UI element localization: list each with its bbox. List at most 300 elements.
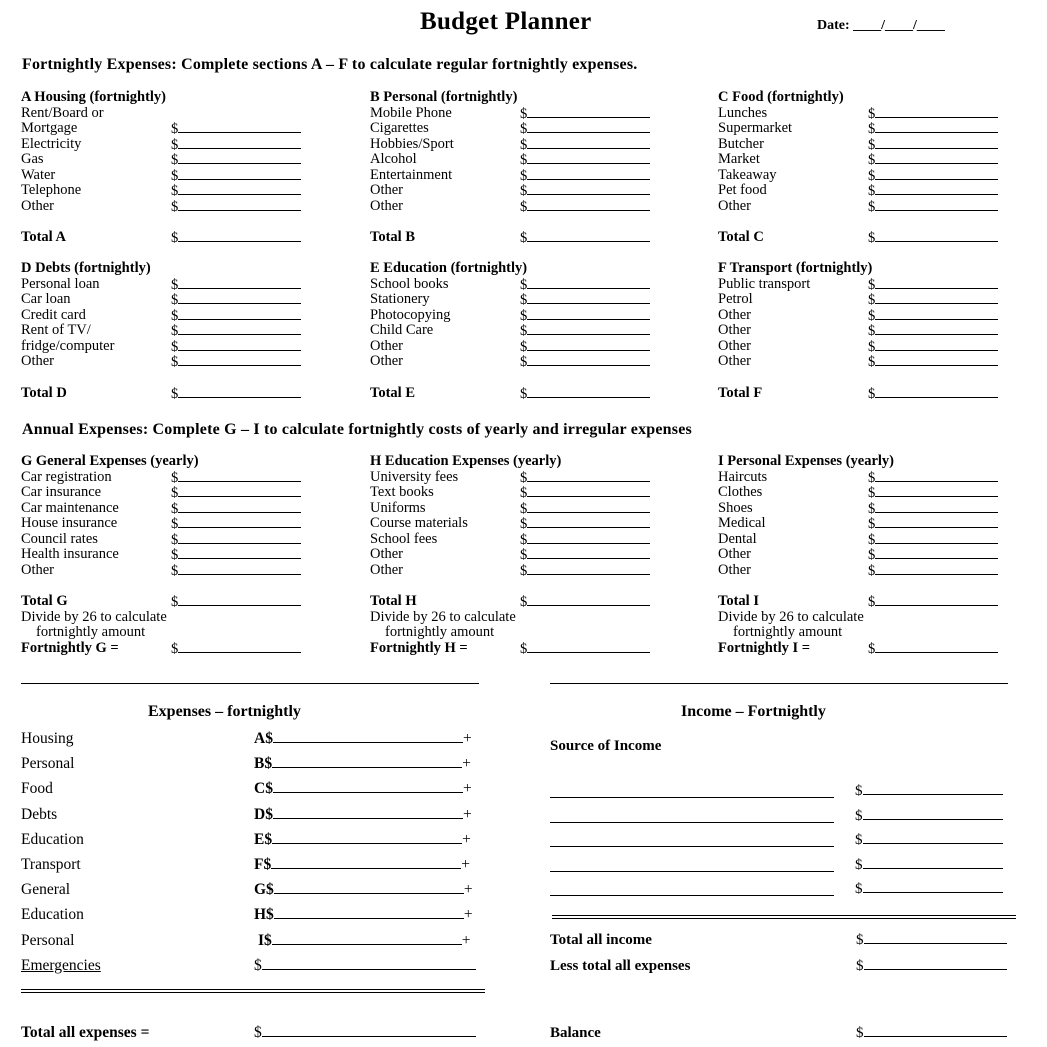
- amount-blank[interactable]: [875, 386, 998, 398]
- expense-amount-field[interactable]: [171, 292, 301, 309]
- amount-blank[interactable]: [875, 339, 998, 351]
- amount-blank[interactable]: [178, 354, 301, 366]
- amount-blank[interactable]: [527, 563, 650, 575]
- currency-sign: $: [171, 594, 179, 610]
- expense-amount-field[interactable]: [868, 563, 998, 580]
- amount-blank[interactable]: [875, 137, 998, 149]
- fortnightly-amount-field[interactable]: [520, 641, 650, 658]
- expense-amount-field[interactable]: [171, 152, 301, 169]
- amount-blank[interactable]: [527, 485, 650, 497]
- expense-amount-field[interactable]: [171, 547, 301, 564]
- amount-blank[interactable]: [875, 183, 998, 195]
- date-field[interactable]: Date: ____/____/____: [817, 18, 945, 33]
- amount-blank[interactable]: [273, 731, 463, 743]
- expense-label: Telephone: [21, 182, 82, 198]
- expense-amount-field[interactable]: [520, 183, 650, 200]
- expense-amount-field[interactable]: [868, 485, 998, 502]
- expense-amount-field[interactable]: [868, 121, 998, 138]
- expense-row: [370, 501, 670, 517]
- currency-sign: $: [520, 105, 528, 122]
- amount-blank[interactable]: [875, 516, 998, 528]
- amount-blank[interactable]: [863, 832, 1003, 844]
- expense-label: Pet food: [718, 182, 767, 198]
- less-expenses-label: Less total all expenses: [550, 958, 691, 974]
- plus-sign: +: [461, 931, 471, 949]
- section-heading: E Education (fortnightly): [370, 260, 528, 276]
- expense-amount-field[interactable]: [868, 137, 998, 154]
- expense-label: University fees: [370, 468, 459, 485]
- total-amount-field[interactable]: [520, 230, 650, 247]
- expense-amount-field[interactable]: [520, 277, 650, 294]
- expense-label: Other: [718, 337, 752, 354]
- expense-amount-field[interactable]: [171, 563, 301, 580]
- amount-blank[interactable]: [875, 641, 998, 653]
- expense-label: Car loan: [21, 291, 71, 307]
- amount-blank[interactable]: [274, 882, 464, 894]
- amount-blank[interactable]: [178, 137, 301, 149]
- total-expenses-field[interactable]: $: [254, 1024, 476, 1042]
- currency-sign: $: [520, 276, 528, 293]
- amount-blank[interactable]: [527, 183, 650, 195]
- divide-note: fortnightly amount: [733, 624, 843, 640]
- currency-sign: $: [868, 485, 876, 501]
- currency-sign: $: [520, 385, 528, 402]
- expense-amount-field[interactable]: [520, 339, 650, 356]
- expense-amount-field[interactable]: [868, 532, 998, 549]
- expense-amount-field[interactable]: [171, 354, 301, 371]
- spacer: [21, 370, 321, 386]
- expense-row: [370, 277, 670, 293]
- plus-sign: +: [462, 755, 471, 773]
- annual-instructions: Annual Expenses: Complete G – I to calculate fortnightly costs of yearly and irregular expenses: [22, 421, 692, 438]
- expense-amount-field[interactable]: [868, 354, 998, 371]
- amount-blank[interactable]: [875, 563, 998, 575]
- expense-amount-field[interactable]: [868, 152, 998, 169]
- amount-blank[interactable]: [875, 485, 998, 497]
- expense-amount-field[interactable]: [868, 277, 998, 294]
- amount-blank[interactable]: [178, 183, 301, 195]
- amount-blank[interactable]: [875, 547, 998, 559]
- total-amount-field[interactable]: [520, 594, 650, 611]
- expense-label: Alcohol: [370, 151, 417, 167]
- amount-blank[interactable]: [273, 781, 463, 793]
- expense-amount-field[interactable]: [520, 106, 650, 123]
- income-double-rule: [552, 915, 1016, 919]
- amount-blank[interactable]: [875, 594, 998, 606]
- amount-blank[interactable]: [875, 323, 998, 335]
- expense-amount-field[interactable]: [868, 199, 998, 216]
- spacer: [370, 370, 670, 386]
- amount-blank[interactable]: [527, 516, 650, 528]
- amount-blank[interactable]: [863, 783, 1003, 795]
- total-row: [718, 230, 1018, 246]
- amount-blank[interactable]: [527, 106, 650, 118]
- amount-blank[interactable]: [875, 230, 998, 242]
- total-row: [718, 386, 1018, 402]
- summary-amount-field[interactable]: [254, 730, 472, 748]
- expense-row: [718, 121, 1018, 137]
- amount-blank[interactable]: [527, 594, 650, 606]
- expense-row: [370, 199, 670, 215]
- currency-sign: $: [868, 230, 876, 246]
- currency-sign: $: [520, 469, 528, 486]
- amount-blank[interactable]: [271, 857, 461, 869]
- expense-amount-field[interactable]: [868, 183, 998, 200]
- amount-blank[interactable]: [875, 532, 998, 544]
- expense-row: [370, 121, 670, 137]
- amount-blank[interactable]: [272, 832, 462, 844]
- expense-row: [21, 152, 321, 168]
- expense-amount-field[interactable]: [171, 516, 301, 533]
- expense-row: [21, 277, 321, 293]
- expense-amount-field[interactable]: [171, 532, 301, 549]
- expense-row: [718, 516, 1018, 532]
- emergencies-amount-field[interactable]: [254, 957, 476, 975]
- expense-amount-field[interactable]: [171, 121, 301, 138]
- income-source-line[interactable]: [550, 797, 834, 798]
- amount-blank[interactable]: [875, 199, 998, 211]
- expense-amount-field[interactable]: [171, 308, 301, 325]
- amount-blank[interactable]: [875, 106, 998, 118]
- expense-amount-field[interactable]: [171, 183, 301, 200]
- section-personal: [370, 90, 670, 246]
- amount-blank[interactable]: [178, 501, 301, 513]
- income-source-line[interactable]: [550, 822, 834, 823]
- expense-amount-field[interactable]: [520, 168, 650, 185]
- amount-blank[interactable]: [527, 470, 650, 482]
- amount-blank[interactable]: [527, 121, 650, 133]
- expense-row: [718, 501, 1018, 517]
- divide-note: Divide by 26 to calculate: [21, 608, 167, 625]
- amount-blank[interactable]: [178, 277, 301, 289]
- expense-label: Other: [718, 546, 752, 562]
- total-amount-field[interactable]: [171, 594, 301, 611]
- divider-right: [550, 683, 1008, 684]
- expense-amount-field[interactable]: [868, 547, 998, 564]
- total-row: [21, 230, 321, 246]
- summary-code: G$: [254, 881, 274, 899]
- income-amount-field[interactable]: [855, 857, 1003, 874]
- expense-amount-field[interactable]: [520, 323, 650, 340]
- expense-amount-field[interactable]: [520, 563, 650, 580]
- amount-blank[interactable]: [178, 563, 301, 575]
- amount-blank[interactable]: [178, 532, 301, 544]
- expense-amount-field[interactable]: [171, 339, 301, 356]
- expense-amount-field[interactable]: [868, 292, 998, 309]
- expense-row: [718, 277, 1018, 293]
- currency-sign: $: [520, 136, 528, 153]
- total-amount-field[interactable]: [520, 386, 650, 403]
- total-amount-field[interactable]: [868, 386, 998, 403]
- expense-label: Other: [370, 182, 404, 198]
- expense-amount-field[interactable]: [520, 137, 650, 154]
- amount-blank[interactable]: [178, 485, 301, 497]
- summary-amount-field[interactable]: [254, 906, 473, 924]
- expense-label: Cigarettes: [370, 120, 429, 136]
- amount-blank[interactable]: [527, 501, 650, 513]
- amount-blank[interactable]: [273, 807, 463, 819]
- summary-amount-field[interactable]: [254, 780, 472, 798]
- section-heading: B Personal (fortnightly): [370, 89, 518, 105]
- currency-sign: $: [171, 516, 179, 532]
- expense-amount-field[interactable]: [520, 516, 650, 533]
- expense-amount-field[interactable]: [171, 277, 301, 294]
- expense-amount-field[interactable]: [868, 168, 998, 185]
- summary-row: [21, 856, 491, 881]
- amount-blank[interactable]: [875, 292, 998, 304]
- amount-blank[interactable]: [875, 470, 998, 482]
- amount-blank[interactable]: [527, 641, 650, 653]
- expense-row: [718, 152, 1018, 168]
- amount-blank[interactable]: [527, 230, 650, 242]
- expense-amount-field[interactable]: [171, 137, 301, 154]
- expense-label: Other: [718, 322, 752, 338]
- amount-blank[interactable]: [527, 137, 650, 149]
- expense-amount-field[interactable]: [520, 152, 650, 169]
- divider-left: [21, 683, 479, 684]
- section-heading: H Education Expenses (yearly): [370, 453, 562, 469]
- expense-amount-field[interactable]: [868, 516, 998, 533]
- summary-amount-field[interactable]: [254, 831, 471, 849]
- amount-blank[interactable]: [527, 199, 650, 211]
- amount-blank[interactable]: [178, 594, 301, 606]
- expense-amount-field[interactable]: [520, 292, 650, 309]
- expense-amount-field[interactable]: [868, 501, 998, 518]
- section-debts: [21, 261, 321, 401]
- expense-label: Lunches: [718, 104, 768, 121]
- plus-sign: +: [463, 906, 473, 924]
- amount-blank[interactable]: [527, 532, 650, 544]
- expense-label: Entertainment: [370, 166, 453, 183]
- amount-blank[interactable]: [178, 547, 301, 559]
- amount-blank[interactable]: [527, 292, 650, 304]
- income-source-line[interactable]: [550, 871, 834, 872]
- expense-row: [370, 470, 670, 486]
- expense-row: [21, 199, 321, 215]
- currency-sign: $: [868, 307, 876, 324]
- expense-label: fridge/computer: [21, 337, 115, 354]
- amount-blank[interactable]: [527, 277, 650, 289]
- expense-amount-field[interactable]: [868, 106, 998, 123]
- fortnightly-label: Fortnightly G =: [21, 639, 119, 656]
- currency-sign: $: [855, 832, 863, 849]
- fortnightly-amount-field[interactable]: [171, 641, 301, 658]
- expense-label: Text books: [370, 484, 434, 500]
- summary-amount-field[interactable]: [254, 881, 473, 899]
- amount-blank[interactable]: [875, 501, 998, 513]
- expense-amount-field[interactable]: [868, 308, 998, 325]
- summary-label: Personal: [21, 931, 75, 949]
- summary-label: Transport: [21, 855, 81, 873]
- total-row: [370, 594, 670, 610]
- expense-row: [21, 323, 321, 339]
- currency-sign: $: [868, 562, 876, 579]
- expense-amount-field[interactable]: [520, 470, 650, 487]
- total-row: [21, 386, 321, 402]
- page-title: Budget Planner: [420, 8, 592, 35]
- source-of-income-label: Source of Income: [550, 738, 662, 754]
- total-label: Total G: [21, 593, 68, 609]
- expense-row: [370, 485, 670, 501]
- expense-row: [370, 563, 670, 579]
- expense-label: Health insurance: [21, 546, 119, 562]
- amount-blank[interactable]: [178, 121, 301, 133]
- currency-sign: $: [868, 167, 876, 184]
- amount-blank[interactable]: [527, 152, 650, 164]
- amount-blank[interactable]: [178, 641, 301, 653]
- amount-blank[interactable]: [527, 354, 650, 366]
- fortnightly-row: [21, 641, 321, 657]
- income-amount-field[interactable]: [855, 881, 1003, 898]
- expense-amount-field[interactable]: [520, 308, 650, 325]
- expense-row: [718, 137, 1018, 153]
- amount-blank[interactable]: [527, 168, 650, 180]
- expense-row: [718, 563, 1018, 579]
- expense-label: Child Care: [370, 322, 434, 338]
- currency-sign: $: [868, 183, 876, 199]
- total-amount-field[interactable]: [171, 386, 301, 403]
- amount-blank[interactable]: [875, 121, 998, 133]
- amount-blank[interactable]: [875, 308, 998, 320]
- summary-label: Debts: [21, 805, 58, 823]
- amount-blank[interactable]: [272, 756, 462, 768]
- expense-label: Stationery: [370, 291, 430, 307]
- total-amount-field[interactable]: [868, 594, 998, 611]
- expense-label: Dental: [718, 530, 757, 547]
- amount-blank[interactable]: [178, 339, 301, 351]
- amount-blank[interactable]: [875, 168, 998, 180]
- currency-sign: $: [855, 783, 863, 799]
- expense-amount-field[interactable]: [171, 199, 301, 216]
- summary-amount-field[interactable]: [254, 806, 472, 824]
- less-expenses-field[interactable]: $: [856, 958, 1007, 975]
- expense-amount-field[interactable]: [520, 485, 650, 502]
- expense-label: Car insurance: [21, 484, 102, 500]
- currency-sign: $: [868, 292, 876, 308]
- total-amount-field[interactable]: [868, 230, 998, 247]
- summary-amount-field[interactable]: [258, 932, 471, 950]
- amount-blank[interactable]: [178, 168, 301, 180]
- amount-blank[interactable]: [178, 152, 301, 164]
- amount-blank[interactable]: [527, 308, 650, 320]
- expense-amount-field[interactable]: [520, 501, 650, 518]
- expense-amount-field[interactable]: [520, 199, 650, 216]
- amount-blank[interactable]: [875, 277, 998, 289]
- summary-code: D$: [254, 805, 273, 823]
- income-source-line[interactable]: [550, 846, 834, 847]
- summary-code: E$: [254, 830, 273, 848]
- expense-amount-field[interactable]: [171, 470, 301, 487]
- currency-sign: $: [868, 323, 876, 339]
- income-amount-field[interactable]: [855, 832, 1003, 849]
- expense-amount-field[interactable]: [520, 532, 650, 549]
- amount-blank[interactable]: [527, 339, 650, 351]
- expense-amount-field[interactable]: [520, 121, 650, 138]
- expense-amount-field[interactable]: [868, 470, 998, 487]
- income-source-line[interactable]: [550, 895, 834, 896]
- expense-label: Course materials: [370, 515, 468, 531]
- total-amount-field[interactable]: [171, 230, 301, 247]
- expense-amount-field[interactable]: [868, 339, 998, 356]
- currency-sign: $: [520, 292, 528, 308]
- amount-blank[interactable]: [863, 881, 1003, 893]
- expense-label: Personal loan: [21, 275, 100, 292]
- amount-blank[interactable]: [178, 230, 301, 242]
- currency-sign: $: [520, 167, 528, 184]
- expense-row: [370, 354, 670, 370]
- section-general-yearly: [21, 454, 321, 656]
- expense-label: Other: [370, 353, 404, 369]
- expense-label: Other: [370, 561, 404, 578]
- expense-label: House insurance: [21, 515, 118, 531]
- income-amount-field[interactable]: [855, 808, 1003, 825]
- currency-sign: $: [868, 500, 876, 517]
- expense-label: Supermarket: [718, 120, 793, 136]
- amount-blank[interactable]: [863, 857, 1003, 869]
- expense-row: [370, 323, 670, 339]
- amount-blank[interactable]: [178, 199, 301, 211]
- amount-blank[interactable]: [178, 292, 301, 304]
- amount-blank[interactable]: [875, 354, 998, 366]
- amount-blank[interactable]: [272, 933, 462, 945]
- plus-sign: +: [462, 830, 471, 848]
- income-amount-field[interactable]: [855, 783, 1003, 800]
- expense-amount-field[interactable]: [520, 547, 650, 564]
- summary-code: B$: [254, 755, 273, 773]
- amount-blank[interactable]: [527, 547, 650, 559]
- balance-field[interactable]: $: [856, 1025, 1007, 1042]
- currency-sign: $: [171, 230, 179, 246]
- amount-blank[interactable]: [178, 470, 301, 482]
- spacer: [718, 578, 1018, 594]
- amount-blank[interactable]: [178, 516, 301, 528]
- expense-label: Butcher: [718, 135, 764, 152]
- amount-blank[interactable]: [863, 808, 1003, 820]
- summary-amount-field[interactable]: [254, 856, 470, 874]
- expense-amount-field[interactable]: [171, 168, 301, 185]
- summary-row: [21, 957, 491, 982]
- amount-blank[interactable]: [527, 386, 650, 398]
- amount-blank[interactable]: [178, 308, 301, 320]
- plus-sign: +: [463, 881, 473, 899]
- currency-sign: $: [520, 547, 528, 563]
- expense-amount-field[interactable]: [171, 323, 301, 340]
- currency-sign: $: [520, 323, 528, 339]
- expense-label: Gas: [21, 151, 44, 167]
- expense-amount-field[interactable]: [868, 323, 998, 340]
- expense-amount-field[interactable]: [171, 501, 301, 518]
- amount-blank[interactable]: [262, 958, 476, 970]
- total-label: Total E: [370, 384, 415, 401]
- fortnightly-amount-field[interactable]: [868, 641, 998, 658]
- amount-blank[interactable]: [527, 323, 650, 335]
- amount-blank[interactable]: [178, 323, 301, 335]
- expense-row: [370, 168, 670, 184]
- expense-row: [718, 292, 1018, 308]
- currency-sign: $: [520, 562, 528, 579]
- total-income-field[interactable]: $: [856, 932, 1007, 949]
- amount-blank[interactable]: [875, 152, 998, 164]
- summary-label: Housing: [21, 730, 74, 747]
- amount-blank[interactable]: [274, 907, 464, 919]
- currency-sign: $: [868, 547, 876, 563]
- summary-amount-field[interactable]: [254, 755, 471, 773]
- currency-sign: $: [868, 516, 876, 532]
- expense-amount-field[interactable]: [171, 485, 301, 502]
- amount-blank[interactable]: [178, 386, 301, 398]
- expense-amount-field[interactable]: [520, 354, 650, 371]
- total-label: Total B: [370, 229, 415, 245]
